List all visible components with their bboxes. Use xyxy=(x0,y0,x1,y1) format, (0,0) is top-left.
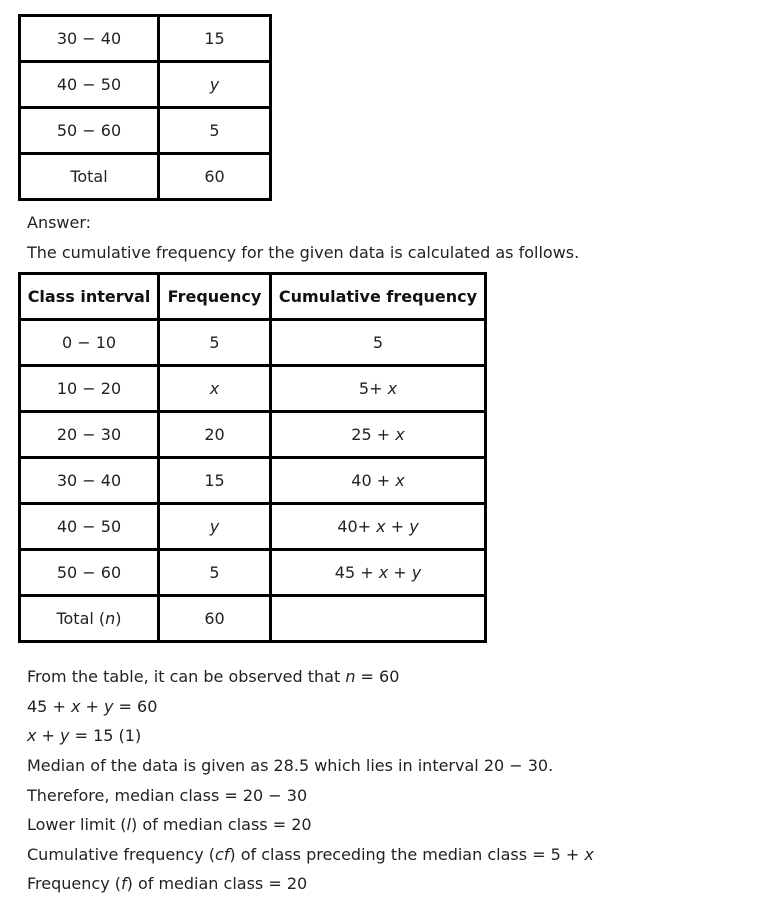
table-header-row xyxy=(20,274,486,320)
total-label-cell: Total xyxy=(20,154,159,200)
solution-line-1 xyxy=(27,667,399,686)
text: + xyxy=(80,697,104,716)
table-row xyxy=(20,596,486,642)
cumulative-frequency-cell xyxy=(271,504,486,550)
variable-x: x xyxy=(584,845,594,864)
text: ) of median class = 20 xyxy=(126,874,308,893)
class-interval-cell: 40 − 50 xyxy=(20,504,159,550)
text: Frequency ( xyxy=(27,874,121,893)
table-row xyxy=(20,550,486,596)
table-row xyxy=(20,108,271,154)
total-frequency-cell: 60 xyxy=(159,596,271,642)
cumulative-frequency-cell: 5 xyxy=(271,320,486,366)
variable-x: x xyxy=(209,379,220,398)
cumulative-frequency-cell xyxy=(271,412,486,458)
frequency-cell: 20 xyxy=(159,412,271,458)
text: + xyxy=(36,726,61,745)
table-row xyxy=(20,320,486,366)
frequency-cell: 5 xyxy=(159,108,271,154)
variable-y: y xyxy=(103,697,114,716)
variable-x: x xyxy=(27,726,37,745)
solution-line-3 xyxy=(27,726,141,745)
variable-y: y xyxy=(409,517,419,536)
variable-f: f xyxy=(120,874,127,893)
text: From the table, it can be observed that xyxy=(27,667,346,686)
total-label-close: ) xyxy=(115,609,122,628)
variable-x: x xyxy=(387,379,398,398)
total-label: Total ( xyxy=(56,609,106,628)
table-row xyxy=(20,154,271,200)
variable-n: n xyxy=(345,667,356,686)
class-interval-cell: 50 − 60 xyxy=(20,108,159,154)
frequency-cell: 5 xyxy=(159,320,271,366)
cf-plus: + xyxy=(388,563,412,582)
variable-l: l xyxy=(126,815,131,834)
table-row xyxy=(20,412,486,458)
class-interval-cell: 40 − 50 xyxy=(20,62,159,108)
total-frequency-cell: 60 xyxy=(159,154,271,200)
text: Lower limit ( xyxy=(27,815,127,834)
variable-x: x xyxy=(70,697,81,716)
text: Cumulative frequency ( xyxy=(27,845,215,864)
solution-line-7 xyxy=(27,845,594,864)
cf-constant: 25 + xyxy=(351,425,396,444)
variable-x: x xyxy=(395,471,405,490)
total-label-cell xyxy=(20,596,159,642)
cf-plus: + xyxy=(385,517,410,536)
text: = 60 xyxy=(113,697,158,716)
variable-x: x xyxy=(378,563,389,582)
header-cumulative-frequency: Cumulative frequency xyxy=(271,274,486,320)
text: ) of class preceding the median class = 5 + xyxy=(229,845,585,864)
table-row xyxy=(20,366,486,412)
text: 45 + xyxy=(27,697,71,716)
variable-x: x xyxy=(395,425,405,444)
solution-line-5: Therefore, median class = 20 − 30 xyxy=(27,786,308,805)
header-frequency: Frequency xyxy=(159,274,271,320)
text: = 60 xyxy=(355,667,400,686)
frequency-cell xyxy=(159,504,271,550)
solution-line-4: Median of the data is given as 28.5 which lies in interval 20 − 30. xyxy=(27,756,554,775)
class-interval-cell: 20 − 30 xyxy=(20,412,159,458)
variable-x: x xyxy=(376,517,386,536)
cumulative-frequency-table xyxy=(18,272,487,643)
variable-n: n xyxy=(105,609,116,628)
cf-constant: 45 + xyxy=(334,563,379,582)
empty-cell xyxy=(271,596,486,642)
cumulative-frequency-cell xyxy=(271,550,486,596)
class-interval-cell: 30 − 40 xyxy=(20,458,159,504)
class-interval-cell: 10 − 20 xyxy=(20,366,159,412)
solution-line-8 xyxy=(27,874,307,893)
solution-line-2 xyxy=(27,697,157,716)
table-row xyxy=(20,458,486,504)
text: ) of median class = 20 xyxy=(131,815,312,834)
cumulative-frequency-cell xyxy=(271,458,486,504)
cf-constant: 40 + xyxy=(351,471,396,490)
cf-constant: 40+ xyxy=(337,517,377,536)
frequency-cell: 15 xyxy=(159,16,271,62)
intro-text: The cumulative frequency for the given data is calculated as follows. xyxy=(27,243,580,262)
solution-line-6 xyxy=(27,815,312,834)
variable-y: y xyxy=(209,75,220,94)
variable-cf: cf xyxy=(214,845,230,864)
variable-y: y xyxy=(411,563,422,582)
variable-y: y xyxy=(60,726,70,745)
table-row xyxy=(20,62,271,108)
frequency-cell: 15 xyxy=(159,458,271,504)
frequency-cell xyxy=(159,366,271,412)
frequency-table-continued xyxy=(18,14,272,201)
frequency-cell xyxy=(159,62,271,108)
class-interval-cell: 0 − 10 xyxy=(20,320,159,366)
cf-constant: 5+ xyxy=(358,379,388,398)
answer-label: Answer: xyxy=(27,213,92,232)
table-row xyxy=(20,504,486,550)
header-class-interval: Class interval xyxy=(20,274,159,320)
cumulative-frequency-cell xyxy=(271,366,486,412)
table-row xyxy=(20,16,271,62)
class-interval-cell: 30 − 40 xyxy=(20,16,159,62)
text: = 15 (1) xyxy=(69,726,142,745)
variable-y: y xyxy=(209,517,220,536)
frequency-cell: 5 xyxy=(159,550,271,596)
class-interval-cell: 50 − 60 xyxy=(20,550,159,596)
